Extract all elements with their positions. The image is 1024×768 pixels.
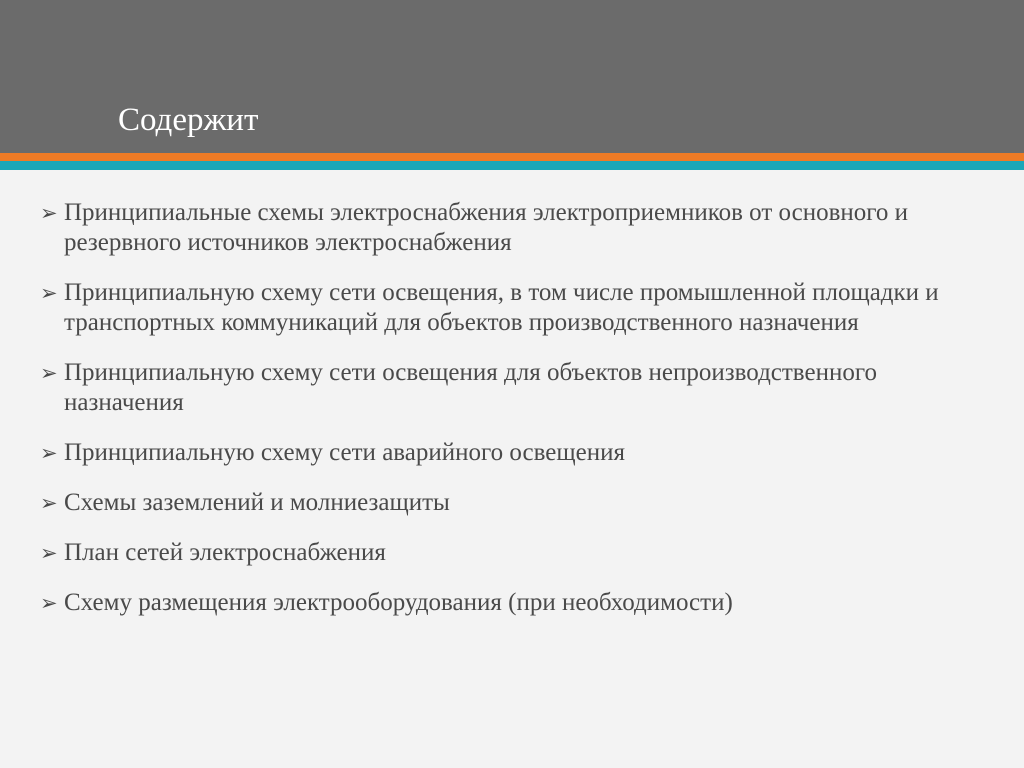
list-item-text: Принципиальную схему сети аварийного освещения: [64, 439, 625, 466]
arrow-bullet-icon: ➢: [40, 281, 58, 305]
list-item-text: Схемы заземлений и молниезащиты: [64, 489, 450, 516]
slide-title: Содержит: [118, 102, 259, 138]
arrow-bullet-icon: ➢: [40, 491, 58, 515]
teal-accent-stripe: [0, 161, 1024, 170]
bullet-list: [40, 198, 990, 638]
arrow-bullet-icon: ➢: [40, 201, 58, 225]
list-item: [40, 588, 990, 618]
arrow-bullet-icon: ➢: [40, 541, 58, 565]
list-item-text: Принципиальную схему сети освещения для объектов непроизводственного назначения: [64, 359, 877, 416]
list-item-text: Схему размещения электрооборудования (при необходимости): [64, 589, 733, 616]
list-item: [40, 358, 990, 418]
list-item: [40, 438, 990, 468]
arrow-bullet-icon: ➢: [40, 441, 58, 465]
list-item: [40, 198, 990, 258]
arrow-bullet-icon: ➢: [40, 591, 58, 615]
list-item: [40, 488, 990, 518]
list-item: [40, 538, 990, 568]
orange-accent-stripe: [0, 153, 1024, 161]
list-item-text: План сетей электроснабжения: [64, 539, 386, 566]
list-item-text: Принципиальные схемы электроснабжения электроприемников от основного и резервного источников электроснабжения: [64, 199, 909, 256]
title-bar: [0, 0, 1024, 153]
arrow-bullet-icon: ➢: [40, 361, 58, 385]
list-item: [40, 278, 990, 338]
list-item-text: Принципиальную схему сети освещения, в том числе промышленной площадки и транспортных коммуникаций для объектов производственного назначения: [64, 279, 939, 336]
